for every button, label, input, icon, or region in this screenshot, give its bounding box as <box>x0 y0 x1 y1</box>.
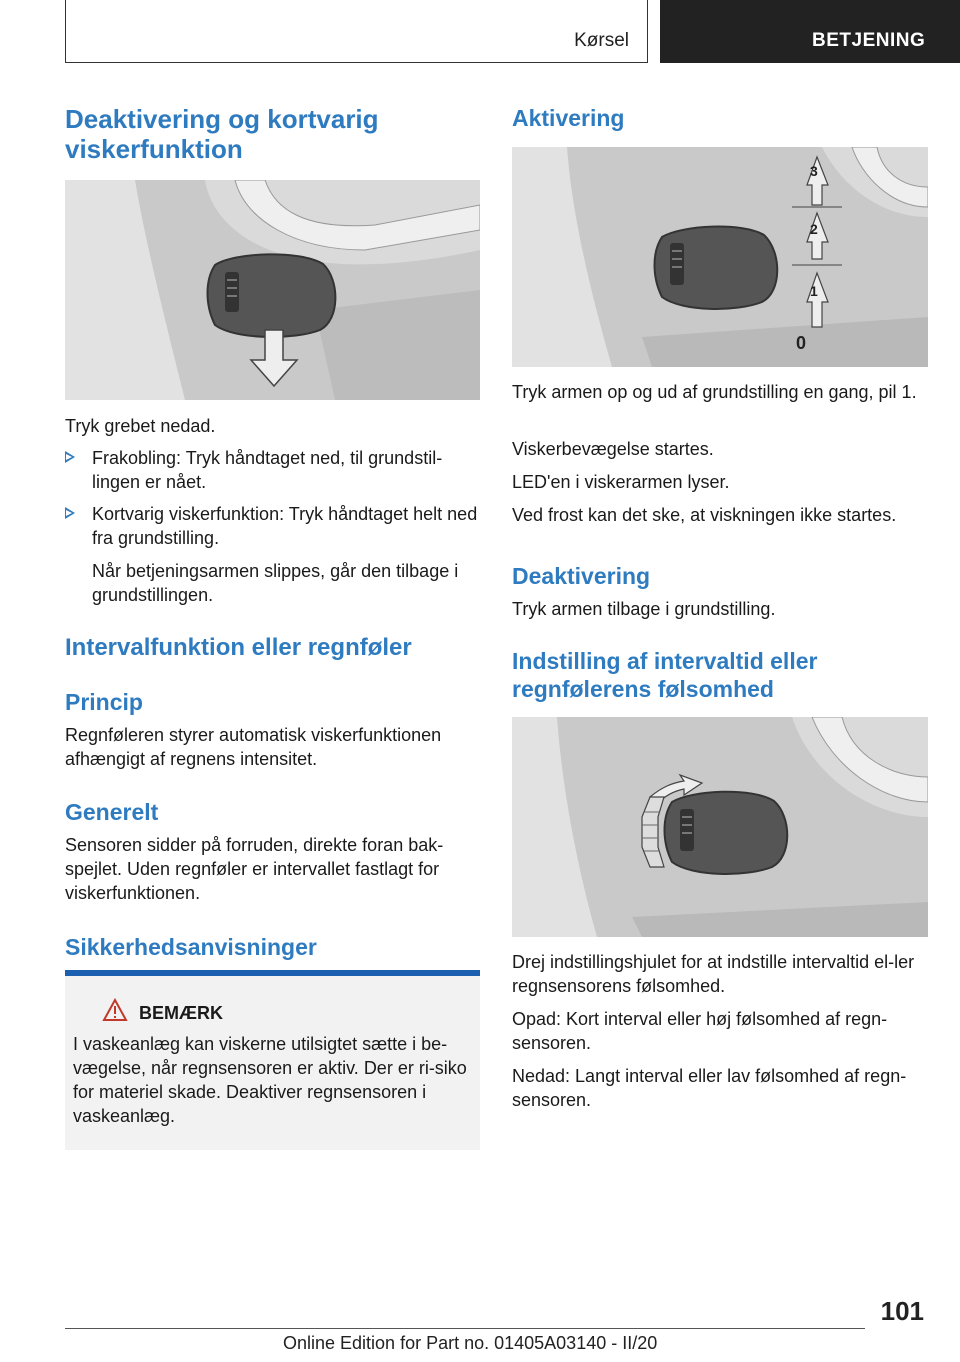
header-section-title: Kørsel <box>574 30 629 51</box>
adjust-wheel-illustration <box>512 717 928 937</box>
bullet-kortvarig-extra: Når betjeningsarmen slippes, går den tilbage i grundstillingen. <box>92 561 459 605</box>
heading-aktivering: Aktivering <box>512 105 625 131</box>
bullet-triangle-icon <box>65 451 75 463</box>
lever-positions-illustration <box>512 147 928 367</box>
notice-title: BEMÆRK <box>139 1003 223 1023</box>
footer-edition: Online Edition for Part no. 01405A03140 - II/20 <box>283 1333 658 1353</box>
heading-generelt: Generelt <box>65 799 159 825</box>
heading-princip: Princip <box>65 689 143 715</box>
text-ind-1: Drej indstillingshjulet for at indstille intervaltid el-ler regnsensorens følsomhed. <box>512 952 915 996</box>
warning-icon <box>102 998 128 1022</box>
footer-divider <box>65 1328 865 1329</box>
bullet-kortvarig <box>65 502 480 607</box>
bullet-kortvarig-text: Kortvarig viskerfunktion: Tryk håndtaget helt ned fra grundstilling. <box>92 504 478 548</box>
figure-label-2: 2 <box>810 221 818 237</box>
heading-indstilling: Indstilling af intervaltid eller regnfølerens følsomhed <box>512 648 818 702</box>
text-akt-4: Ved frost kan det ske, at viskningen ikke startes. <box>512 505 897 525</box>
header-chapter-tab <box>660 0 960 63</box>
lever-down-illustration <box>65 180 480 400</box>
figure-label-0: 0 <box>796 333 807 353</box>
text-generelt: Sensoren sidder på forruden, direkte foran bak-spejlet. Uden regnføler er intervallet fastlagt for viskerfunktionen. <box>65 835 444 903</box>
bullet-frakobling-text: Frakobling: Tryk håndtaget ned, til grundstil-lingen er nået. <box>92 448 443 492</box>
figure-lever-down <box>65 180 480 400</box>
caption-tryk-grebet: Tryk grebet nedad. <box>65 416 216 436</box>
figure-adjust-wheel <box>512 717 928 937</box>
text-akt-1: Tryk armen op og ud af grundstilling en gang, pil 1. <box>512 382 917 402</box>
heading-deaktivering-kortvarig: Deaktivering og kortvarig viskerfunktion <box>65 104 379 164</box>
text-princip: Regnføleren styrer automatisk viskerfunktionen afhængigt af regnens intensitet. <box>65 725 442 769</box>
text-akt-3: LED'en i viskerarmen lyser. <box>512 472 730 492</box>
figure-label-1: 1 <box>810 283 818 299</box>
notice-box <box>65 970 480 1150</box>
text-ind-2: Opad: Kort interval eller høj følsomhed af regn-sensoren. <box>512 1009 888 1053</box>
text-deaktivering: Tryk armen tilbage i grundstilling. <box>512 599 776 619</box>
heading-sikkerhedsanvisninger: Sikkerhedsanvisninger <box>65 934 317 960</box>
heading-intervalfunktion: Intervalfunktion eller regnføler <box>65 634 412 661</box>
text-akt-2: Viskerbevægelse startes. <box>512 439 714 459</box>
bullet-triangle-icon <box>65 507 75 519</box>
page-number: 101 <box>880 1296 924 1326</box>
figure-label-3: 3 <box>810 163 818 179</box>
header-section-box <box>65 0 648 63</box>
notice-text: I vaskeanlæg kan viskerne utilsigtet sætte i be-vægelse, når regnsensoren er aktiv. Der er ri-siko for materiel skade. Deaktiver regnsensoren i vaskeanlæg. <box>73 1034 467 1126</box>
figure-lever-positions <box>512 147 928 367</box>
heading-deaktivering: Deaktivering <box>512 563 651 589</box>
header-chapter-title: BETJENING <box>812 30 926 51</box>
bullet-frakobling <box>65 446 480 494</box>
text-ind-3: Nedad: Langt interval eller lav følsomhed af regn-sensoren. <box>512 1066 907 1110</box>
